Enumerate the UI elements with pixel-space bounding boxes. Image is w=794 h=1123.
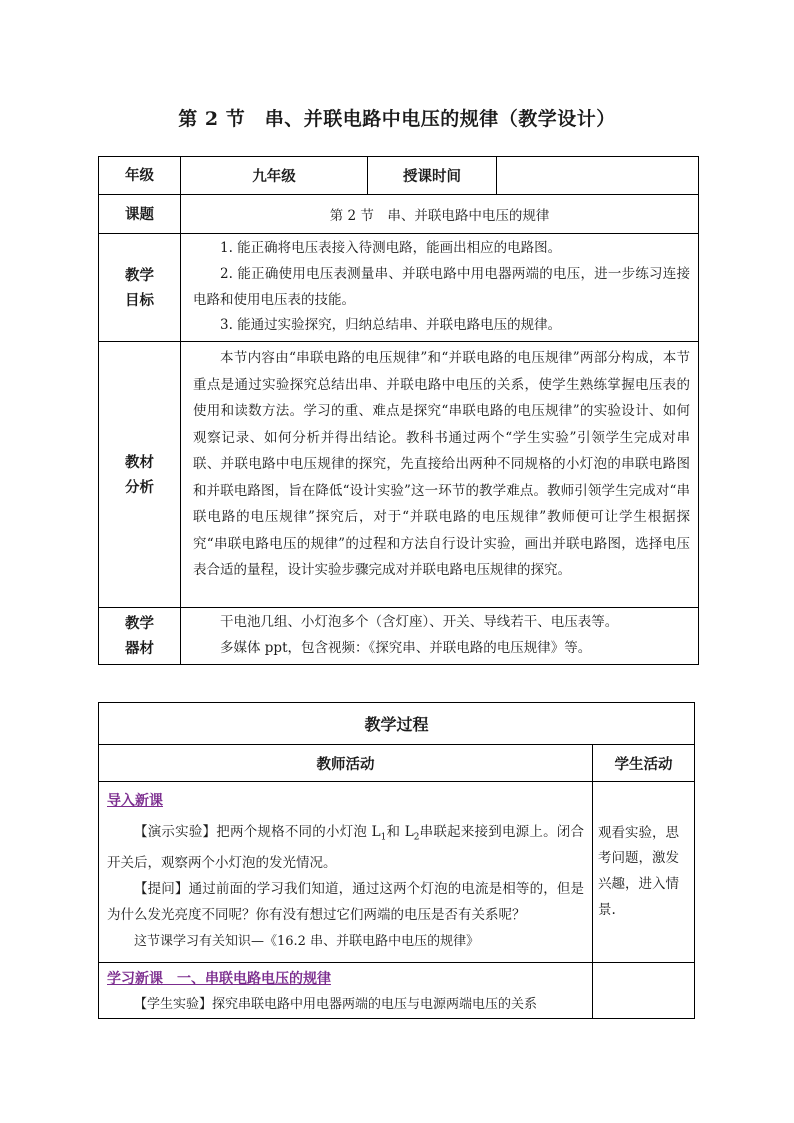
grade-row (99, 157, 699, 195)
goals-label (99, 234, 181, 342)
new-lesson-row (99, 963, 695, 1019)
demo-tag: 【演示实验】 (134, 824, 217, 840)
goal-item: 1. 能正确将电压表接入待测电路，能画出相应的电路图。 (220, 240, 562, 256)
intro-student-cell: 观看实验，思考问题，激发兴趣，进入情景. (593, 782, 695, 963)
demo-experiment-text: 【演示实验】把两个规格不同的小灯泡 $L_1$和 $L_2$串联起来接到电源上。闭合开关后，观察两个小灯泡的发光情况。 (107, 824, 585, 872)
intro-section-title: 导入新课 (107, 793, 163, 809)
analysis-text: 本节内容由“串联电路的电压规律”和“并联电路的电压规律”两部分构成，本节重点是通过实验探究总结出串、并联电路中电压的关系，使学生熟练掌握电压表的使用和读数方法。学习的重、难点是探究“串联电路的电压规律”的实验设计、如何观察记录、如何分析并得出结论。教科书通过两个“学生实验”引领学生完成对串联、并联电路中电压规律的探究，先直接给出两种不同规格的小灯泡的串联电路图和并联电路图，旨在降低“设计实验”这一环节的教学难点。教师引领学生完成对“串联电路的电压规律”探究后，对于“并联电路的电压规律”教师便可让学生根据探究“串联电路电压的规律”的过程和方法自行设计实验，画出并联电路图，选择电压表合适的量程，设计实验步骤完成对并联电路电压规律的探究。 (193, 350, 690, 579)
intro-teacher-cell (99, 782, 593, 963)
grade-label: 年级 (99, 157, 181, 195)
materials-label-line-2: 器材 (125, 639, 154, 657)
materials-row (99, 608, 699, 665)
goal-item: 3. 能通过实验探究，归纳总结串、并联电路电压的规律。 (220, 317, 562, 334)
analysis-label (99, 342, 181, 608)
analysis-content (181, 342, 699, 608)
new-lesson-section-title: 学习新课 一、串联电路电压的规律 (107, 971, 331, 987)
topic-row (99, 195, 699, 234)
analysis-row (99, 342, 699, 608)
materials-content (181, 608, 699, 665)
goals-content (181, 234, 699, 342)
materials-label-line-1: 教学 (125, 614, 154, 632)
new-lesson-teacher-cell (99, 963, 593, 1019)
topic-label: 课题 (99, 195, 181, 234)
grade-value: 九年级 (181, 157, 368, 195)
lead-in-text: 这节课学习有关知识—《16.2 串、并联电路中电压的规律》 (134, 933, 480, 949)
material-item: 多媒体 ppt，包含视频：《探究串、并联电路的电压规律》等。 (220, 639, 592, 656)
topic-value: 第 2 节 串、并联电路中电压的规律 (181, 195, 699, 234)
goals-label-line-2: 目标 (125, 291, 154, 309)
student-activity-header: 学生活动 (593, 745, 695, 782)
analysis-label-line-1: 教材 (125, 453, 154, 471)
new-lesson-student-cell (593, 963, 695, 1019)
intro-row (99, 782, 695, 963)
goals-label-line-1: 教学 (125, 266, 154, 284)
process-heading: 教学过程 (99, 703, 695, 745)
teaching-process-table (98, 702, 695, 1019)
process-heading-row (99, 703, 695, 745)
goal-item: 2. 能正确使用电压表测量串、并联电路中用电器两端的电压，进一步练习连接电路和使用电压表的技能。 (193, 265, 690, 308)
goals-row (99, 234, 699, 342)
material-item: 干电池几组、小灯泡多个（含灯座）、开关、导线若干、电压表等。 (220, 614, 619, 631)
analysis-label-line-2: 分析 (125, 478, 154, 496)
time-label: 授课时间 (368, 157, 497, 195)
student-experiment-text: 【学生实验】探究串联电路中用电器两端的电压与电源两端电压的关系 (134, 997, 538, 1012)
experiment-tag: 【学生实验】 (134, 997, 213, 1012)
time-value (497, 157, 699, 195)
lesson-info-table (98, 156, 699, 665)
question-tag: 【提问】 (134, 881, 189, 898)
page-title: 第 2 节 串、并联电路中电压的规律（教学设计） (178, 108, 616, 130)
process-header-row (99, 745, 695, 782)
materials-label (99, 608, 181, 665)
teacher-activity-header: 教师活动 (99, 745, 593, 782)
question-text: 【提问】通过前面的学习我们知道，通过这两个灯泡的电流是相等的，但是为什么发光亮度不同呢？你有没有想过它们两端的电压是否有关系呢？ (107, 881, 584, 924)
